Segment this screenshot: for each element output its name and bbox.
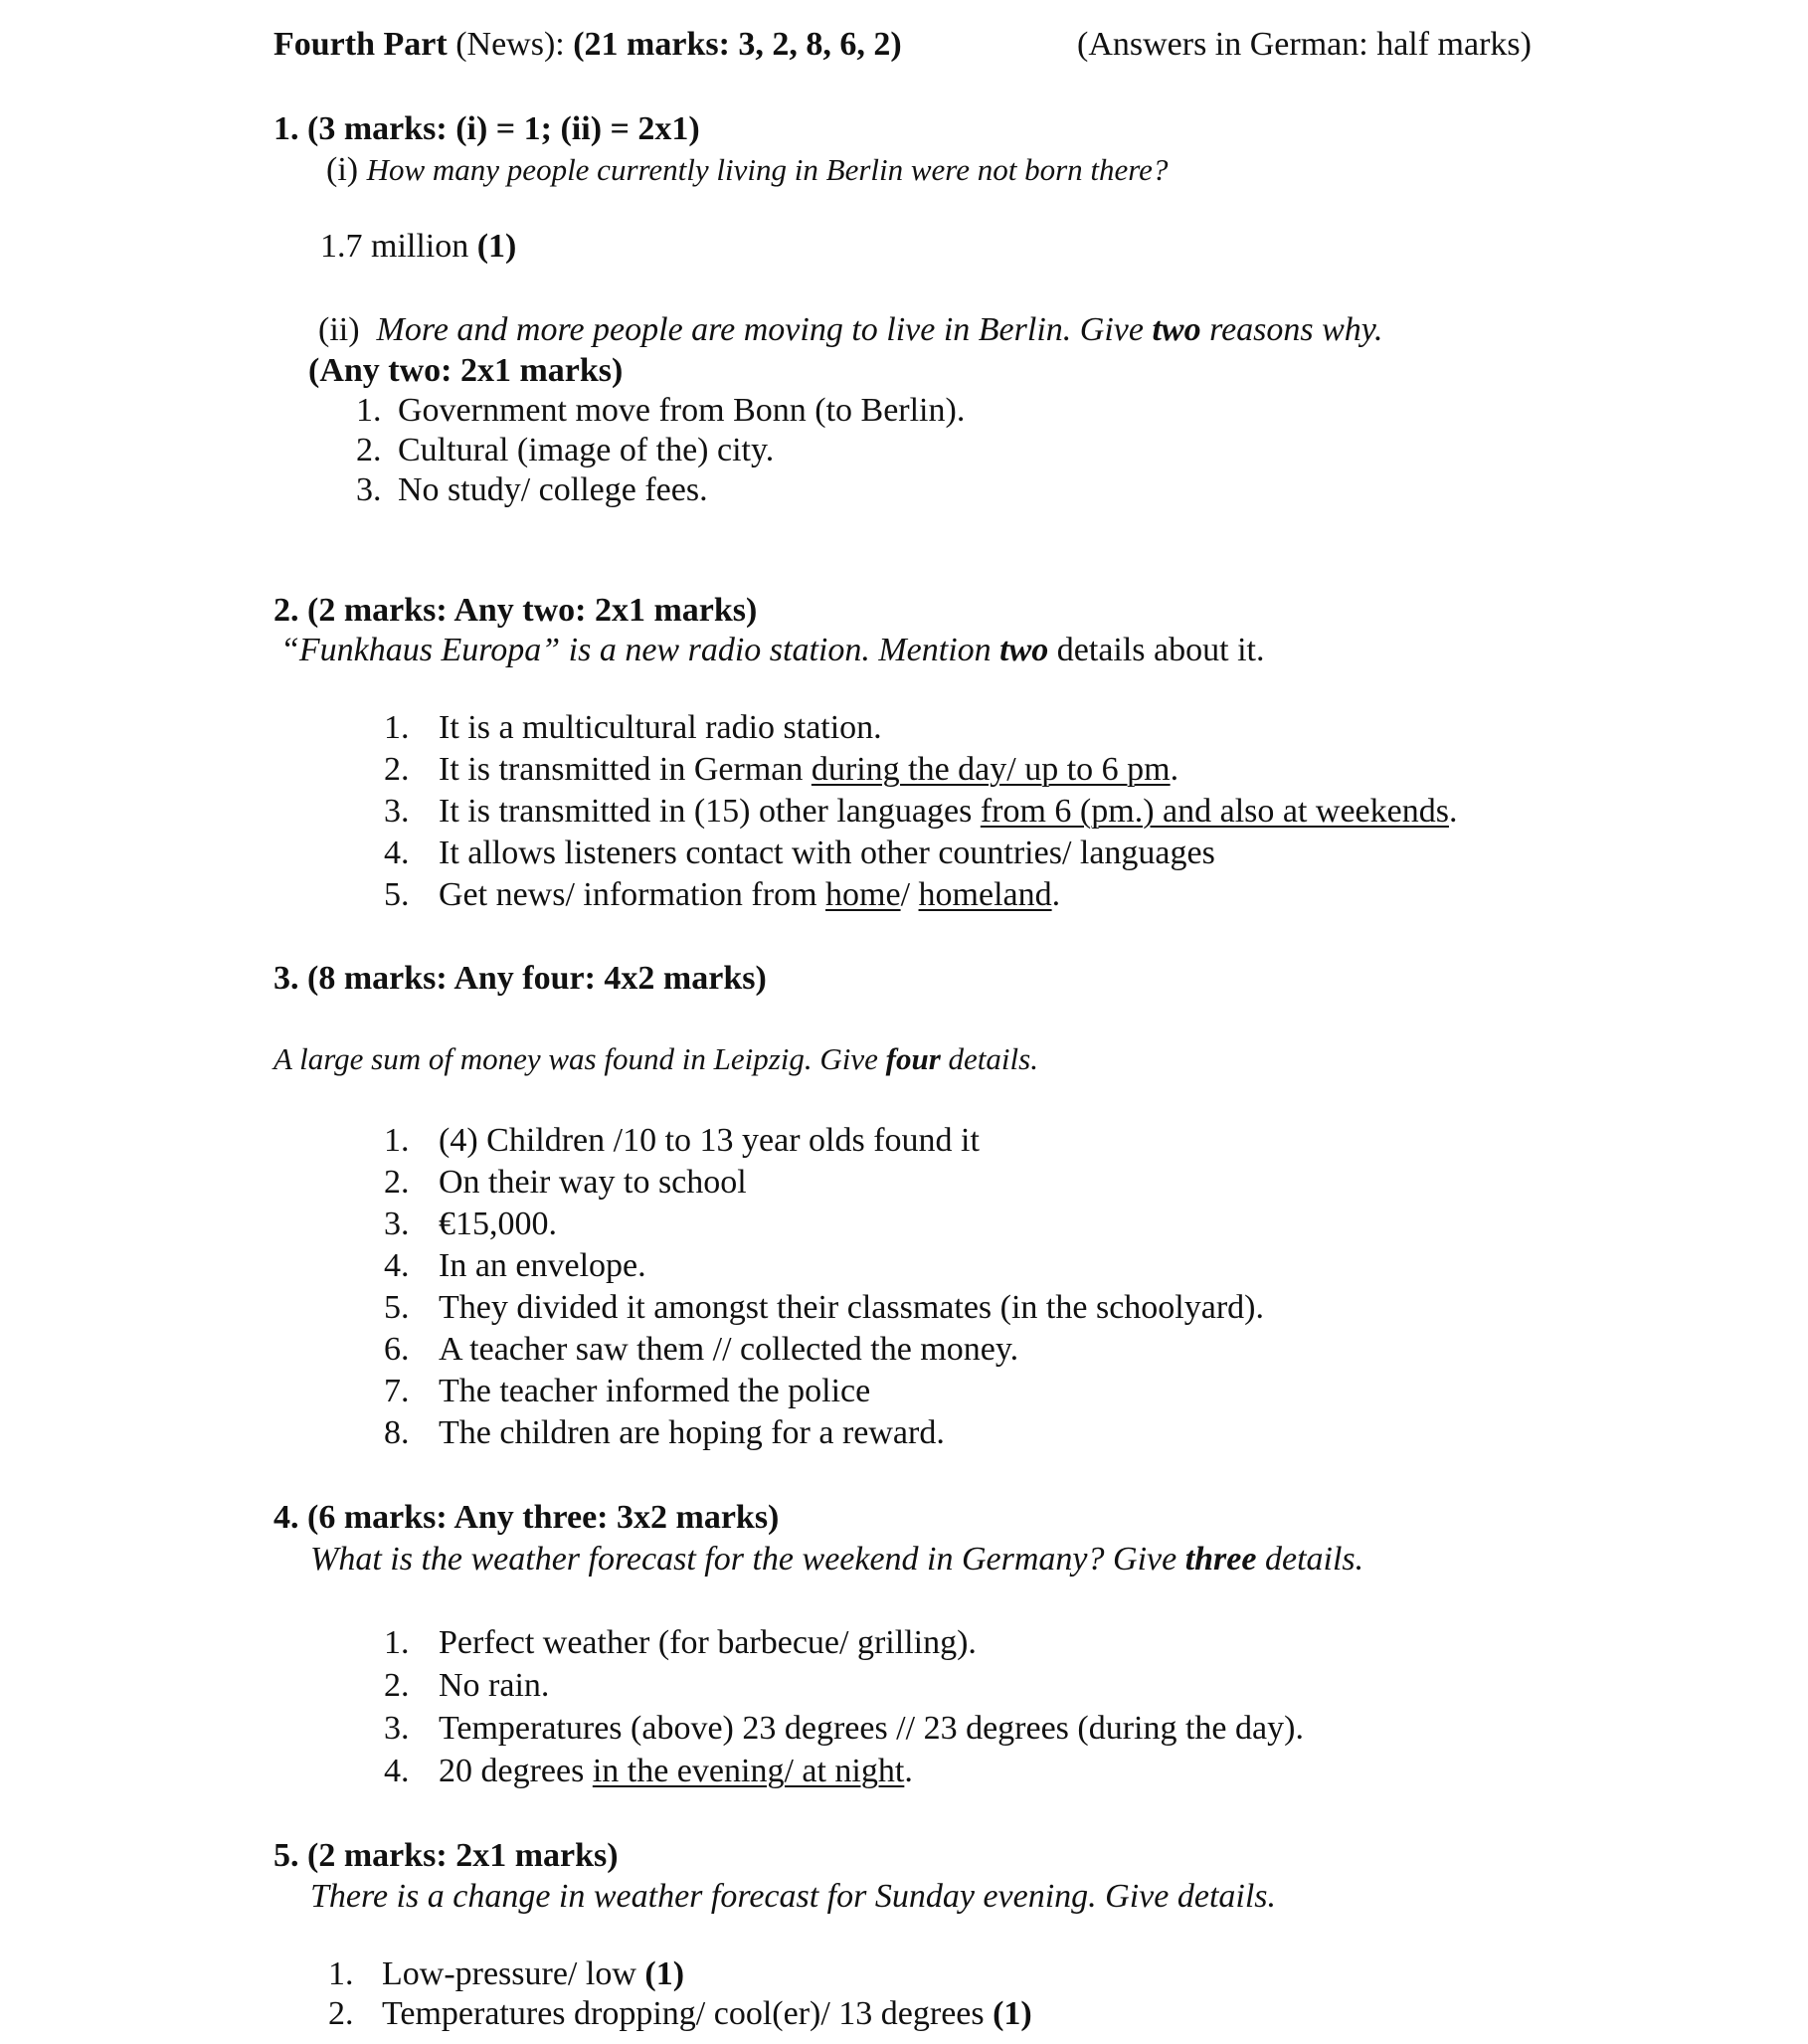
list-item-number: 2. — [384, 1667, 410, 1704]
list-item-number: 4. — [384, 835, 410, 871]
q1-i-answer: 1.7 million (1) — [320, 228, 517, 265]
list-item-number: 7. — [384, 1373, 410, 1409]
list-item-number: 6. — [384, 1331, 410, 1368]
list-item-number: 3. — [384, 793, 410, 830]
q5-question: There is a change in weather forecast for Sunday evening. Give details. — [310, 1878, 1277, 1915]
q3-heading: 3. (8 marks: Any four: 4x2 marks) — [273, 960, 767, 997]
list-item-number: 5. — [384, 1289, 410, 1326]
list-item-number: 1. — [384, 1624, 410, 1661]
q1-i-question — [326, 150, 1168, 190]
list-item: Low-pressure/ low (1) — [382, 1955, 685, 1992]
list-item: A teacher saw them // collected the money. — [439, 1331, 1019, 1368]
list-item: In an envelope. — [439, 1247, 646, 1284]
list-item: Government move from Bonn (to Berlin). — [398, 392, 966, 429]
q2-heading: 2. (2 marks: Any two: 2x1 marks) — [273, 592, 758, 629]
q1-heading: 1. (3 marks: (i) = 1; (ii) = 2x1) — [273, 110, 700, 147]
part-marks: (21 marks: 3, 2, 8, 6, 2) — [573, 26, 902, 63]
q1-ii-question: (ii) More and more people are moving to live in Berlin. Give two reasons why. — [318, 311, 1383, 348]
list-item-number: 2. — [384, 1164, 410, 1201]
list-item: Temperatures (above) 23 degrees // 23 degrees (during the day). — [439, 1710, 1304, 1747]
q4-question: What is the weather forecast for the weekend in Germany? Give three details. — [310, 1541, 1364, 1578]
list-item-number: 3. — [384, 1710, 410, 1747]
list-item-number: 2. — [356, 432, 382, 468]
list-item: They divided it amongst their classmates (in the schoolyard). — [439, 1289, 1264, 1326]
list-item: It is a multicultural radio station. — [439, 709, 882, 746]
list-item-number: 4. — [384, 1247, 410, 1284]
list-item: The teacher informed the police — [439, 1373, 871, 1409]
q4-heading: 4. (6 marks: Any three: 3x2 marks) — [273, 1499, 780, 1536]
q1-ii-label: (ii) — [318, 311, 360, 348]
q1-i-label: (i) — [326, 151, 359, 188]
part-title: Fourth Part — [273, 26, 448, 63]
list-item: On their way to school — [439, 1164, 747, 1201]
q1-i-mark: (1) — [476, 228, 517, 265]
list-item: It allows listeners contact with other countries/ languages — [439, 835, 1215, 871]
list-item-number: 1. — [328, 1955, 354, 1992]
list-item-number: 1. — [384, 709, 410, 746]
q1-ii-note: (Any two: 2x1 marks) — [308, 352, 624, 389]
list-item: It is transmitted in German during the day/ up to 6 pm. — [439, 751, 1179, 788]
list-item-number: 5. — [384, 876, 410, 913]
part-subtitle: (News): — [447, 26, 574, 63]
q5-heading: 5. (2 marks: 2x1 marks) — [273, 1837, 619, 1874]
list-item: No rain. — [439, 1667, 550, 1704]
list-item: 20 degrees in the evening/ at night. — [439, 1753, 913, 1789]
german-note: (Answers in German: half marks) — [1077, 26, 1532, 63]
list-item-number: 3. — [356, 471, 382, 508]
list-item-number: 3. — [384, 1206, 410, 1242]
list-item: Cultural (image of the) city. — [398, 432, 775, 468]
list-item: Get news/ information from home/ homeland. — [439, 876, 1061, 913]
list-item-number: 4. — [384, 1753, 410, 1789]
q3-question: A large sum of money was found in Leipzig. Give four details. — [273, 1041, 1038, 1076]
part-header — [273, 25, 902, 65]
list-item-number: 2. — [328, 1995, 354, 2032]
list-item-number: 1. — [356, 392, 382, 429]
list-item: It is transmitted in (15) other languages from 6 (pm.) and also at weekends. — [439, 793, 1458, 830]
list-item: (4) Children /10 to 13 year olds found it — [439, 1122, 980, 1159]
list-item-number: 1. — [384, 1122, 410, 1159]
list-item-number: 2. — [384, 751, 410, 788]
list-item: Temperatures dropping/ cool(er)/ 13 degrees (1) — [382, 1995, 1032, 2032]
list-item: €15,000. — [439, 1206, 557, 1242]
list-item: Perfect weather (for barbecue/ grilling). — [439, 1624, 977, 1661]
list-item: The children are hoping for a reward. — [439, 1414, 945, 1451]
list-item-number: 8. — [384, 1414, 410, 1451]
q1-i-question-text: How many people currently living in Berlin were not born there? — [366, 152, 1169, 187]
q2-question: “Funkhaus Europa” is a new radio station. Mention two details about it. — [280, 632, 1265, 668]
list-item: No study/ college fees. — [398, 471, 708, 508]
